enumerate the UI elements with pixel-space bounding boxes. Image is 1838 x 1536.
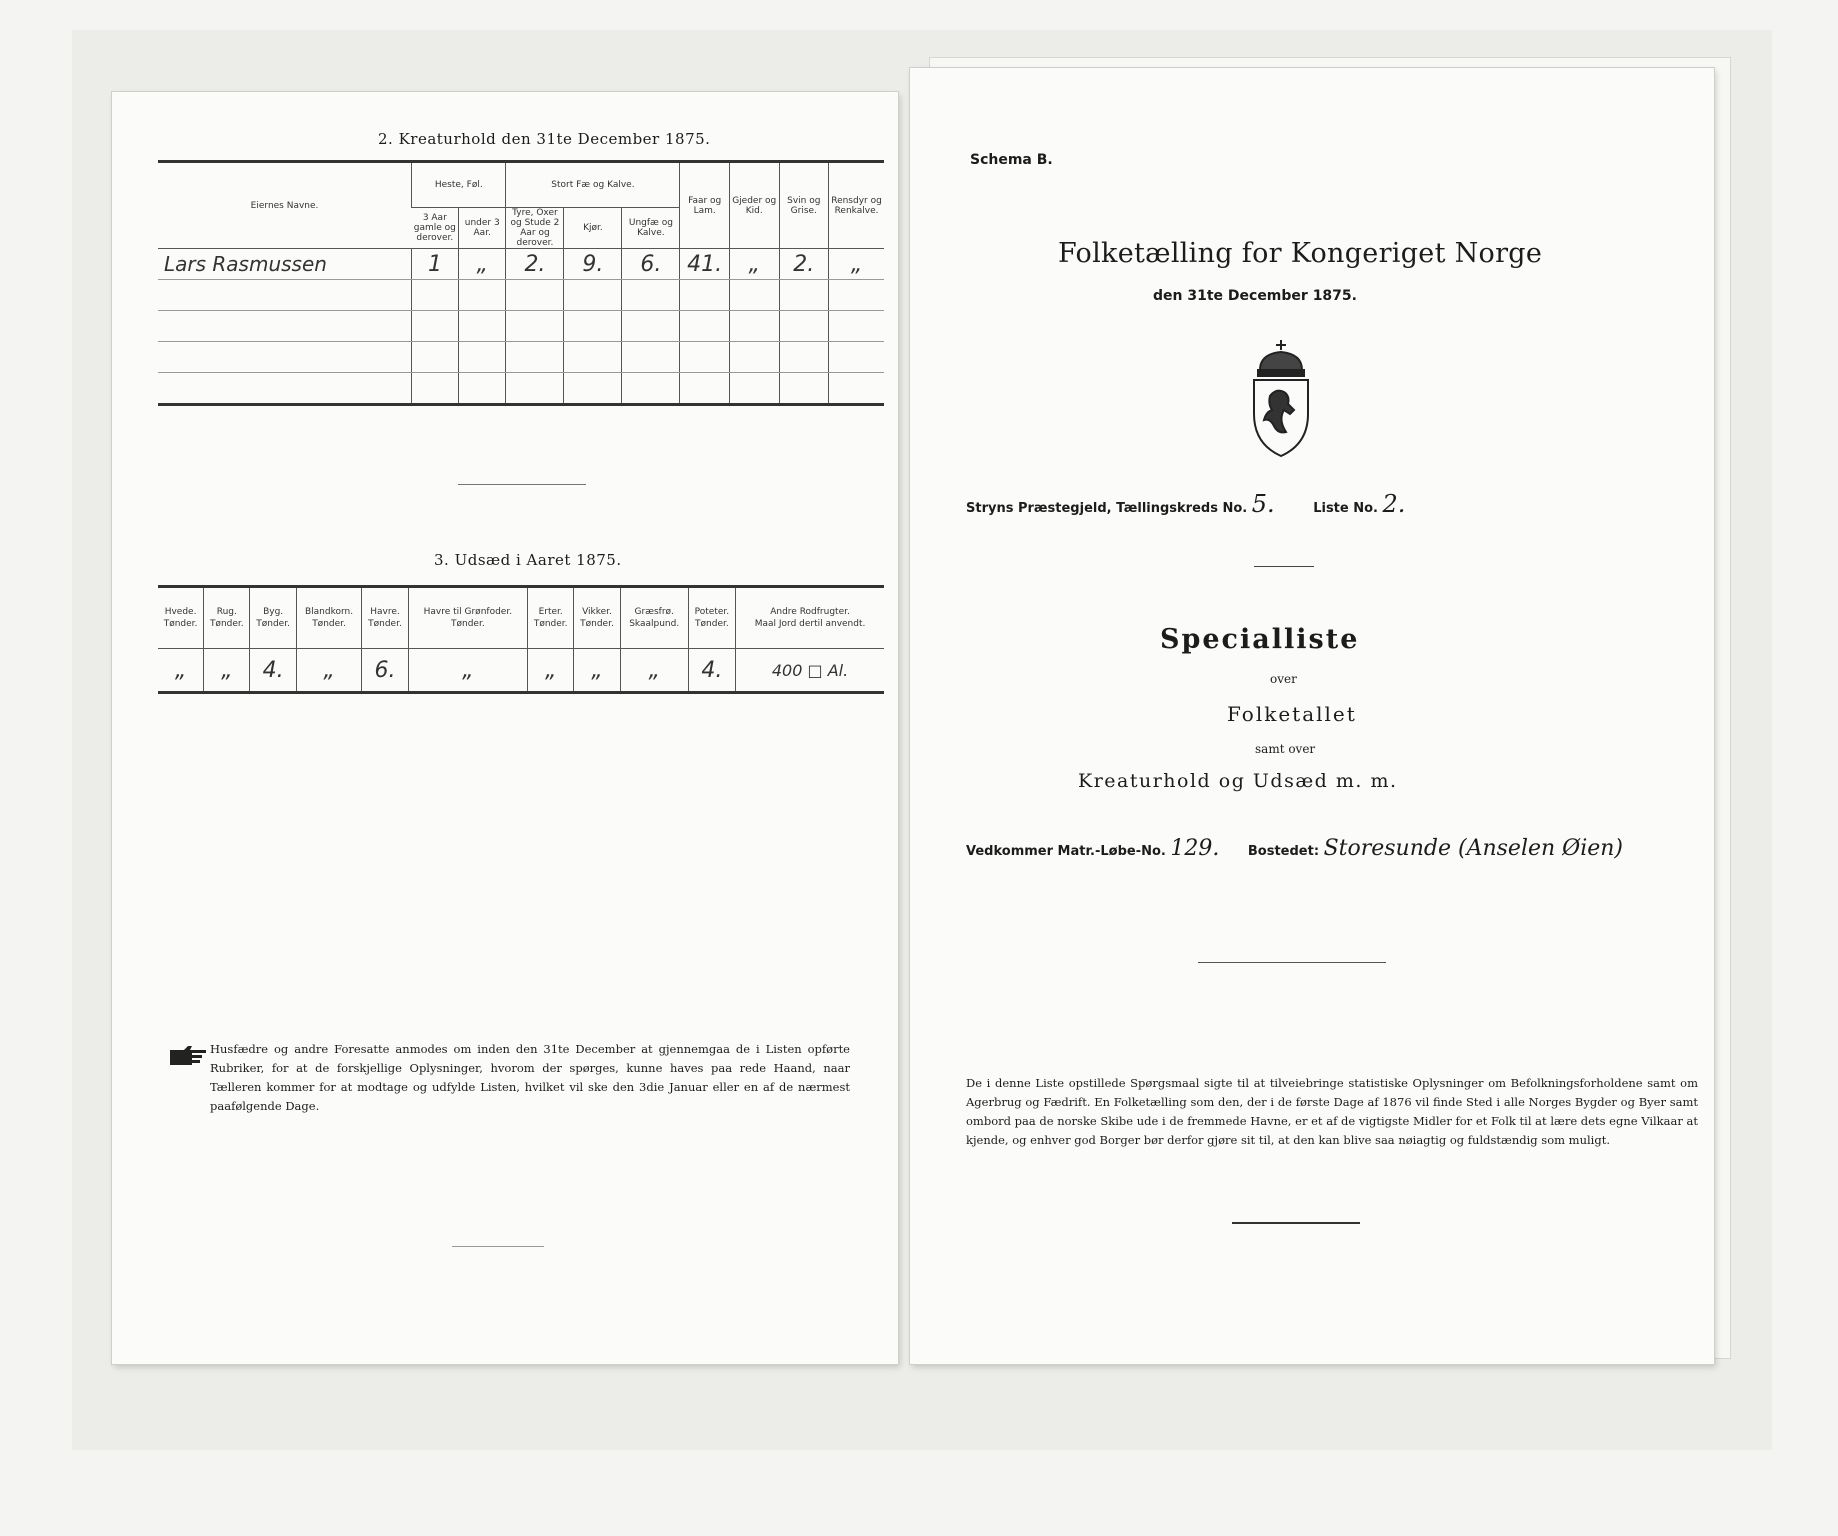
- schema-label: Schema B.: [970, 152, 1053, 168]
- group-header: Gjeder og Kid.: [729, 162, 779, 249]
- col-header: Erter. Tønder.: [528, 587, 574, 649]
- divider: [1198, 962, 1386, 963]
- table-row: [158, 342, 884, 373]
- section3-title: 3. Udsæd i Aaret 1875.: [434, 551, 622, 569]
- table-row: [158, 373, 884, 405]
- pointing-hand-icon: [168, 1044, 208, 1070]
- cell-value: „: [574, 649, 620, 693]
- intro-text: De i denne Liste opstillede Spørgsmaal sigte til at tilveiebringe statistiske Oplysninger om Befolkningsforholdene samt om Agerbrug og Fædrift. En Folketælling som den, der i de første Dage af 1876 vil finde Sted i alle Norges Bygder og Byer samt ombord paa de norske Skibe ude i de fremmede Havne, er et af de vigtigste Midler for et Folk til at lære dets egne Vilkaar at kjende, og enhver god Borger bør derfor gjøre sit til, at den kan blive saa nøiagtig og fuldstændig som muligt.: [966, 1076, 1698, 1147]
- samt-over-text: samt over: [1255, 742, 1316, 756]
- specialliste-title: Specialliste: [1160, 624, 1360, 655]
- cell-value: „: [829, 249, 884, 280]
- district-line: [966, 490, 1405, 518]
- col-header: Blandkorn. Tønder.: [296, 587, 362, 649]
- liste-label: Liste No.: [1313, 501, 1378, 516]
- group-header: Faar og Lam.: [680, 162, 730, 249]
- cell-value: „: [408, 649, 527, 693]
- divider: [1232, 1222, 1360, 1224]
- owner-header: Eiernes Navne.: [158, 162, 412, 249]
- sub-header: 3 Aar gamle og derover.: [412, 208, 459, 249]
- col-header: Andre Rodfrugter. Maal Jord dertil anvendt.: [736, 587, 884, 649]
- divider: [1254, 566, 1314, 567]
- notice-text: Husfædre og andre Foresatte anmodes om inden den 31te December at gjennemgaa de i Listen opførte Rubriker, for at de forskjellige Oplysninger, hvorom der spørges, kunne haves paa rede Haand, naar Tælleren kommer for at modtage og udfylde Listen, hvilket vil ske den 3die Januar eller en af de nærmest paafølgende Dage.: [210, 1042, 850, 1113]
- col-header: Poteter. Tønder.: [688, 587, 735, 649]
- kreaturhold-text: Kreaturhold og Udsæd m. m.: [1078, 770, 1398, 792]
- table-row: [158, 280, 884, 311]
- page-title: Folketælling for Kongeriget Norge: [1058, 238, 1543, 269]
- norway-coat-of-arms-icon: [1248, 336, 1314, 464]
- livestock-table: [158, 160, 884, 406]
- cell-value: „: [528, 649, 574, 693]
- cell-value: 41.: [680, 249, 730, 280]
- col-header: Græsfrø. Skaalpund.: [620, 587, 688, 649]
- table-row: [158, 311, 884, 342]
- col-header: Hvede. Tønder.: [158, 587, 204, 649]
- kreds-number: 5.: [1251, 490, 1275, 518]
- section2-title: 2. Kreaturhold den 31te December 1875.: [378, 130, 711, 148]
- cell-value: 4.: [250, 649, 296, 693]
- cell-value: 2.: [779, 249, 829, 280]
- cell-value: „: [296, 649, 362, 693]
- sub-header: Ungfæ og Kalve.: [622, 208, 680, 249]
- census-date: den 31te December 1875.: [1153, 288, 1357, 304]
- bosted-value: Storesunde (Anselen Øien): [1323, 836, 1624, 861]
- owner-name: Lars Rasmussen: [158, 249, 412, 280]
- cell-value: 4.: [688, 649, 735, 693]
- bosted-label: Bostedet:: [1247, 844, 1320, 859]
- col-header: Havre til Grønfoder. Tønder.: [408, 587, 527, 649]
- divider: [458, 484, 586, 485]
- group-header: Rensdyr og Renkalve.: [829, 162, 884, 249]
- district-prefix: Stryns Præstegjeld, Tællingskreds No.: [966, 501, 1248, 516]
- cell-value: „: [174, 657, 187, 683]
- cell-value: 6.: [622, 249, 680, 280]
- over-text: over: [1270, 672, 1297, 686]
- divider: [452, 1246, 544, 1247]
- cell-value: „: [204, 649, 250, 693]
- folketallet-text: Folketallet: [1227, 702, 1357, 726]
- sub-header: Kjør.: [564, 208, 622, 249]
- sub-header: under 3 Aar.: [459, 208, 506, 249]
- cell-value: 2.: [506, 249, 564, 280]
- cell-value: 6.: [362, 649, 408, 693]
- matr-label: Vedkommer Matr.-Løbe-No.: [966, 844, 1166, 859]
- group-header: Svin og Grise.: [779, 162, 829, 249]
- group-header: Stort Fæ og Kalve.: [506, 162, 680, 208]
- cell-value: 400 □ Al.: [736, 649, 884, 693]
- col-header: Vikker. Tønder.: [574, 587, 620, 649]
- sub-header: Tyre, Oxer og Stude 2 Aar og derover.: [506, 208, 564, 249]
- property-line: [966, 836, 1623, 861]
- matr-number: 129.: [1170, 836, 1220, 861]
- cell-value: „: [620, 649, 688, 693]
- liste-number: 2.: [1382, 490, 1406, 518]
- table-row: [158, 249, 884, 280]
- cell-value: „: [459, 249, 506, 280]
- col-header: Byg. Tønder.: [250, 587, 296, 649]
- table-row: [158, 649, 884, 693]
- cell-value: 1: [412, 249, 459, 280]
- group-header: Heste, Føl.: [412, 162, 506, 208]
- sowing-table: [158, 585, 884, 694]
- cell-value: „: [729, 249, 779, 280]
- col-header: Havre. Tønder.: [362, 587, 408, 649]
- cell-value: 9.: [564, 249, 622, 280]
- col-header: Rug. Tønder.: [204, 587, 250, 649]
